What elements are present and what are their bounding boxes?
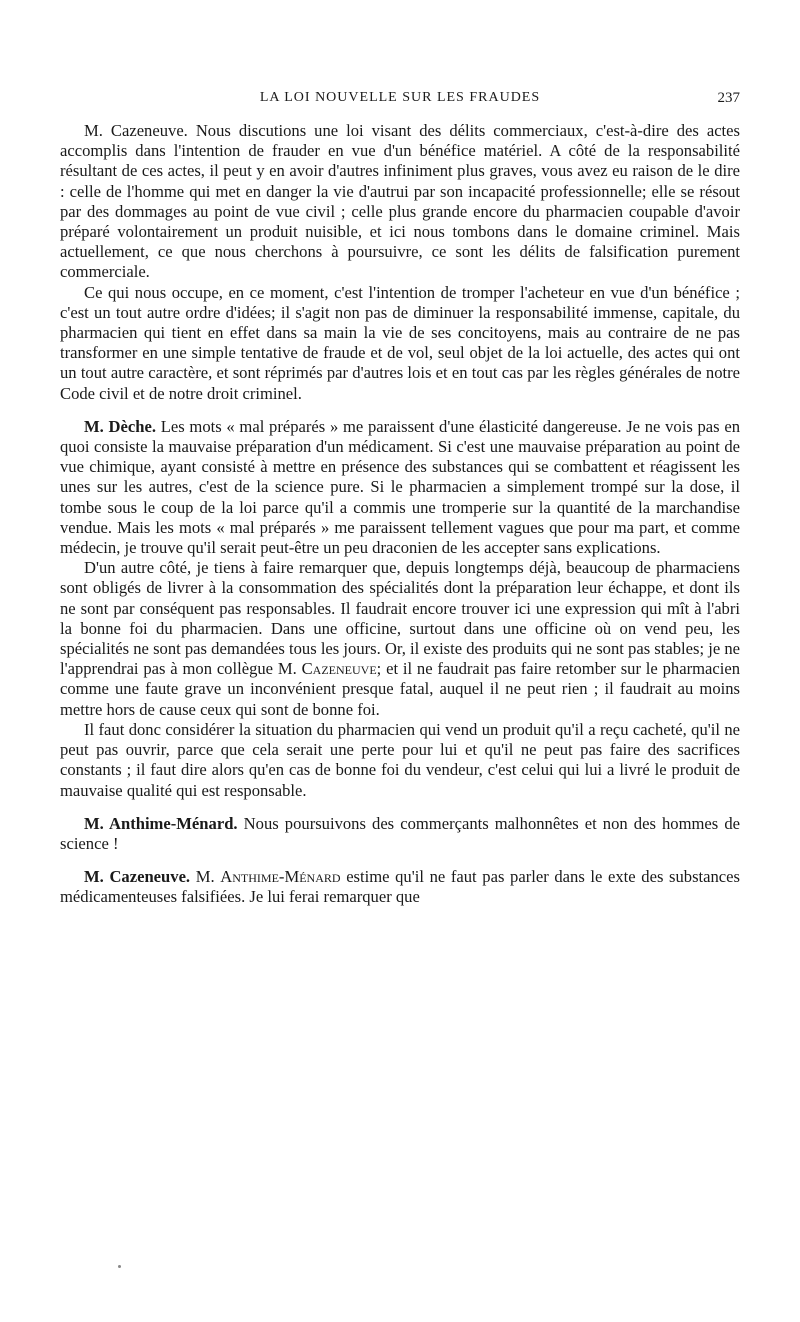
paragraph-continuation-3 xyxy=(60,720,740,801)
smallcaps-name: Cazeneuve xyxy=(301,659,377,679)
page-header xyxy=(60,90,740,112)
speaker-name: M. Cazeneuve. xyxy=(84,867,191,887)
paragraph-text: Il faut donc considérer la situation du pharmacien qui vend un produit qu'il a reçu cacheté, qu'il ne peut pas ouvrir, parce que cela serait une perte pour lui et qu'il ne peut pas faire des sacrifices constants ; il faut dire alors qu'en cas de bonne foi du vendeur, c'est celui qui lui a livré le produit de mauvaise qualité qui est responsable. xyxy=(60,719,740,800)
paragraph-text: Nous discutions une loi visant des délits commerciaux, c'est-à-dire des actes accomplis dans l'intention de frauder en vue d'un bénéfice matériel. A côté de la responsabilité résultant de ces actes, il peut y en avoir d'autres infiniment plus graves, vous avez eu raison de le dire : celle de l'homme qui met en danger la vie d'autrui par son incapacité professionnelle; elle se résout par des dommages au point de vue civil ; celle plus grande encore du pharmacien coupable d'avoir préparé volontairement un produit nuisible, et ici nous tombons dans le domaine criminel. Mais actuellement, ce que nous cherchons à poursuivre, ce sont les délits de falsification purement commerciale. xyxy=(60,121,740,282)
paragraph-continuation-1 xyxy=(60,283,740,404)
paragraph-continuation-2 xyxy=(60,558,740,720)
paragraph-text: Ce qui nous occupe, en ce moment, c'est l'intention de tromper l'acheteur en vue d'un bénéfice ; c'est un tout autre ordre d'idées; il s'agit non pas de diminuer la responsabilité immense, capitale, du pharmacien qui tient en effet dans sa main la vie de ses concitoyens, mais au contraire de ne pas transformer en une simple tentative de fraude et de vol, seul objet de la loi actuelle, des actes qui ont un tout autre caractère, et sont réprimés par d'autres lois et en tout cas par les règles générales de notre Code civil et de notre droit criminel. xyxy=(60,282,740,403)
page-body xyxy=(60,121,740,908)
paragraph-cazeneuve-2 xyxy=(60,867,740,907)
paragraph-text: ; et il ne faudrait pas faire retomber sur le pharmacien comme une faute grave un inconvénient presque fatal, auquel il ne peut rien ; il faudrait au moins mettre hors de cause ceux qui sont de bonne foi. xyxy=(60,659,740,719)
paragraph-deche xyxy=(60,417,740,558)
page-number: 237 xyxy=(717,90,740,106)
paragraph-text: Les mots « mal préparés » me paraissent d'une élasticité dangereuse. Je ne vois pas en quoi consiste la mauvaise préparation d'un médicament. Si c'est une mauvaise préparation au point de vue chimique, ayant consisté à mettre en présence des substances qui se combattent et réagissent les unes sur les autres, c'est de la science pure. Si le pharmacien a simplement trompé sur la dose, il tombe sous le coup de la loi parce qu'il a commis une tromperie sur la quantité de la marchandise vendue. Mais les mots « mal préparés » me paraissent tellement vagues que pour ma part, et comme médecin, je trouve qu'il serait peut-être un peu draconien de les accepter sans explications. xyxy=(60,416,741,558)
running-title: LA LOI NOUVELLE SUR LES FRAUDES xyxy=(259,90,541,105)
speaker-name: M. Cazeneuve. xyxy=(84,121,188,140)
smallcaps-name: Anthime-Ménard xyxy=(220,867,341,887)
paragraph-text: M. xyxy=(195,867,215,887)
paragraph-cazeneuve-1 xyxy=(60,121,740,283)
paragraph-text: Nous poursuivons des commerçants malhonnêtes et non des hommes de science ! xyxy=(60,813,740,853)
speaker-name: M. Anthime-Ménard. xyxy=(84,813,238,833)
paragraph-text: D'un autre côté, je tiens à faire remarquer que, depuis longtemps déjà, beaucoup de pharmaciens sont obligés de livrer à la consommation des spécialités dont la préparation leur échappe, et dont ils ne sont par conséquent pas responsables. Il faudrait encore trouver ici une expression qui mît à l'abri la bonne foi du pharmacien. Dans une officine, surtout dans une officine où on vend peu, les spécialités ne sont pas demandées tous les jours. Or, il existe des produits qui ne sont pas stables; je ne l'apprendrai pas à mon collègue M. xyxy=(60,558,741,679)
speaker-name: M. Dèche. xyxy=(84,416,156,436)
paragraph-text: estime qu'il ne faut pas parler dans le exte des substances médicamenteuses falsifiées. Je lui ferai remarquer que xyxy=(60,867,740,907)
ink-speck xyxy=(118,1265,121,1268)
paragraph-anthime-menard xyxy=(60,814,740,854)
